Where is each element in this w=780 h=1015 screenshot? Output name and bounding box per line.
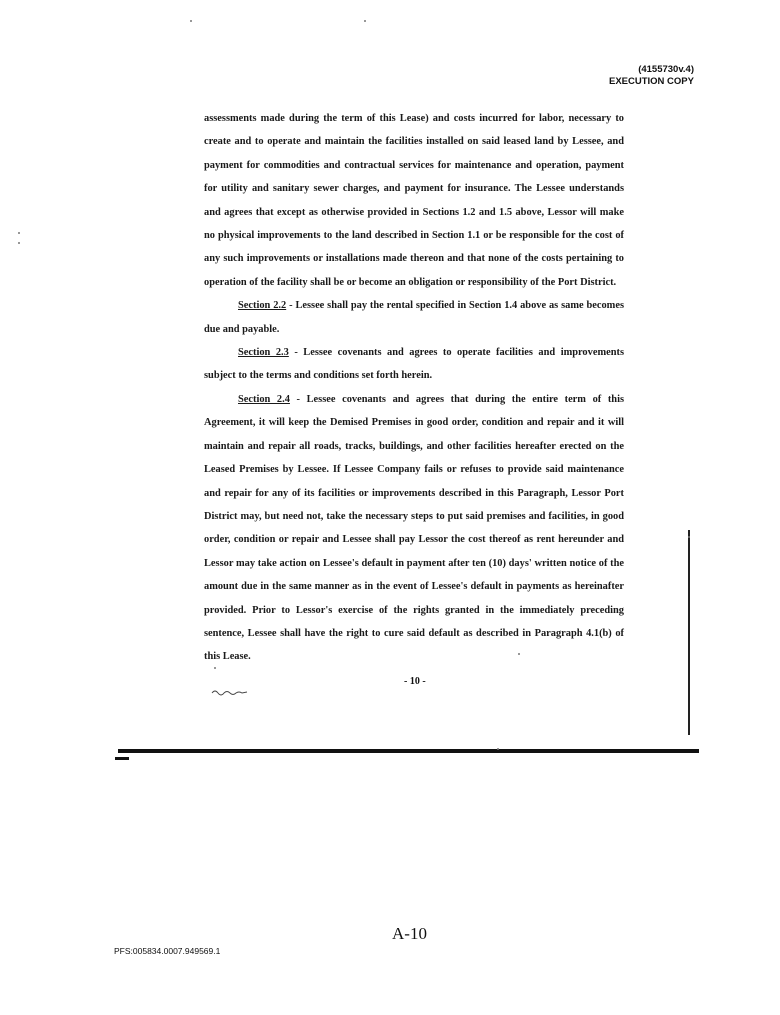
scan-speck	[364, 20, 366, 22]
section-2-3	[204, 341, 624, 388]
document-status: EXECUTION COPY	[609, 76, 694, 87]
scan-speck	[190, 20, 192, 22]
section-2-2-heading: Section 2.2	[238, 300, 287, 312]
scan-speck	[497, 748, 499, 750]
document-version-code: (4155730v.4)	[638, 64, 694, 75]
scan-speck	[18, 232, 20, 234]
document-header	[609, 64, 694, 88]
section-2-3-heading: Section 2.3	[238, 347, 289, 359]
lease-body-text	[204, 107, 624, 669]
margin-revision-bar	[688, 530, 690, 735]
scan-speck	[214, 667, 216, 669]
section-2-3-text: - Lessee covenants and agrees to operate facilities and improvements subject to the terms and conditions set forth herein.	[204, 347, 624, 382]
section-2-4-text: - Lessee covenants and agrees that during the entire term of this Agreement, it will keep the Demised Premises in good order, condition and repair and it will maintain and repair all roads, tracks, buildings, and other facilities hereafter erected on the Leased Premises by Lessee. If Lessee Company fails or refuses to provide said maintenance and repair for any of its facilities or improvements described in this Paragraph, Lessor Port District may, but need not, take the necessary steps to put said premises and facilities, in good order, condition or repair and Lessee shall pay Lessor the cost thereof as rent hereunder and Lessor may take action on Lessee's default in payment after ten (10) days' written notice of the amount due in the same manner as in the event of Lessee's default in payments as hereinafter provided. Prior to Lessor's exercise of the rights granted in the immediately preceding sentence, Lessee shall have the right to cure said default as described in Paragraph 4.1(b) of this Lease.	[204, 393, 625, 663]
page-divider-stub	[115, 757, 129, 760]
scan-speck	[518, 653, 520, 655]
exhibit-page-number: A-10	[392, 924, 427, 943]
section-2-2	[204, 294, 624, 341]
inner-page-number: - 10 -	[404, 676, 426, 687]
scan-speck	[688, 536, 690, 538]
document-footer-id: PFS:005834.0007.949569.1	[114, 946, 221, 956]
page-divider-rule	[118, 749, 699, 753]
section-2-4	[204, 388, 624, 669]
scribble-mark	[211, 686, 249, 696]
scan-speck	[18, 242, 20, 244]
section-2-4-heading: Section 2.4	[238, 393, 290, 405]
handwritten-mark	[211, 686, 249, 698]
paragraph-continuation: assessments made during the term of this Lease) and costs incurred for labor, necessary to create and to operate and maintain the facilities installed on said leased land by Lessee, and payment for commodities and contractual services for maintenance and operation, payment for utility and sanitary sewer charges, and payment for insurance. The Lessee understands and agrees that except as otherwise provided in Sections 1.2 and 1.5 above, Lessor will make no physical improvements to the land described in Section 1.1 or be responsible for the cost of any such improvements or installations made thereon and that none of the costs pertaining to operation of the facility shall be or become an obligation or responsibility of the Port District.	[204, 113, 624, 288]
section-2-2-text: - Lessee shall pay the rental specified in Section 1.4 above as same becomes due and payable.	[204, 300, 624, 335]
